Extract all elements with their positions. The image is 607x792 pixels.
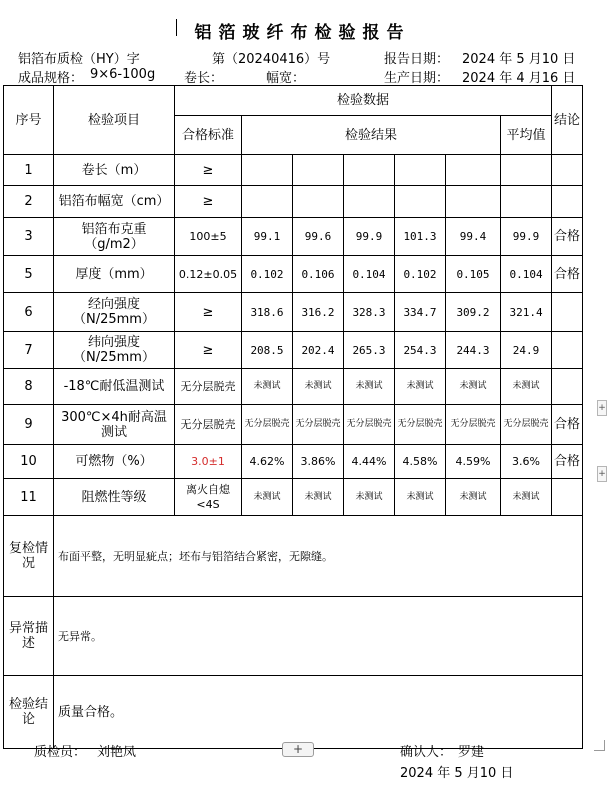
row-standard: ≥ [175,293,242,332]
row-result: 244.3 [446,332,501,369]
header-average: 平均值 [501,116,552,155]
row-item: 阻燃性等级 [54,479,175,516]
row-average: 无分层脱壳 [501,405,552,445]
row-result: 265.3 [344,332,395,369]
row-result: 4.44% [344,445,395,479]
add-row-button[interactable]: + [282,742,314,757]
doc-number: 第（20240416）号 [212,52,331,67]
table-row [4,186,583,218]
row-result: 0.102 [242,256,293,293]
row-no: 3 [4,218,54,256]
row-result [293,155,344,186]
row-standard: 无分层脱壳 [175,405,242,445]
row-standard: ≥ [175,332,242,369]
row-result: 无分层脱壳 [395,405,446,445]
row-result: 未测试 [446,479,501,516]
row-standard: 无分层脱壳 [175,369,242,405]
row-verdict [552,293,583,332]
row-result: 未测试 [344,369,395,405]
row-average: 99.9 [501,218,552,256]
confirmer-name: 罗建 [458,745,485,760]
row-no: 7 [4,332,54,369]
row-item: 纬向强度（N/25mm） [54,332,175,369]
row-result [395,155,446,186]
recheck-label: 复检情况 [4,516,54,597]
row-result: 4.59% [446,445,501,479]
row-verdict [552,332,583,369]
row-item: 经向强度（N/25mm） [54,293,175,332]
row-result: 99.6 [293,218,344,256]
row-no: 5 [4,256,54,293]
row-verdict: 合格 [552,445,583,479]
production-date: 2024 年 4 月16 日 [462,71,576,86]
row-standard: ≥ [175,155,242,186]
row-result [344,155,395,186]
table-row [4,155,583,186]
confirmer-label: 确认人： [400,745,453,760]
row-no: 11 [4,479,54,516]
row-no: 9 [4,405,54,445]
header-item: 检验项目 [54,86,175,155]
row-standard: ≥ [175,186,242,218]
row-result: 334.7 [395,293,446,332]
row-average: 24.9 [501,332,552,369]
row-item: 卷长（m） [54,155,175,186]
row-result: 309.2 [446,293,501,332]
spec-value: 9×6-100g [90,67,156,82]
table-row [4,218,583,256]
width-label: 幅宽： [266,71,306,86]
row-average: 未测试 [501,479,552,516]
table-row [4,405,583,445]
row-verdict [552,155,583,186]
row-item: 厚度（mm） [54,256,175,293]
row-result: 318.6 [242,293,293,332]
row-result: 无分层脱壳 [242,405,293,445]
footer-date: 2024 年 5 月10 日 [400,766,514,781]
row-standard: 3.0±1 [175,445,242,479]
row-result: 0.102 [395,256,446,293]
inspector-name: 刘艳凤 [97,745,137,760]
row-verdict [552,369,583,405]
production-date-label: 生产日期： [384,71,450,86]
recheck-row [4,516,583,597]
header-data-group: 检验数据 [175,86,552,116]
row-no: 10 [4,445,54,479]
row-no: 8 [4,369,54,405]
row-standard: 0.12±0.05 [175,256,242,293]
row-result: 未测试 [395,479,446,516]
row-result: 316.2 [293,293,344,332]
spec-label: 成品规格： [18,71,84,86]
row-standard: 离火自熄<4S [175,479,242,516]
row-result: 无分层脱壳 [446,405,501,445]
add-column-handle-lower[interactable]: + [597,466,607,482]
row-average [501,186,552,218]
row-item: 铝箔布克重（g/m2） [54,218,175,256]
row-no: 2 [4,186,54,218]
row-result: 99.1 [242,218,293,256]
row-average: 3.6% [501,445,552,479]
row-result: 未测试 [242,369,293,405]
row-item: 铝箔布幅宽（cm） [54,186,175,218]
inspector-label: 质检员： [34,745,87,760]
row-result: 0.106 [293,256,344,293]
row-result: 无分层脱壳 [293,405,344,445]
row-result: 0.104 [344,256,395,293]
inspection-text: 质量合格。 [54,676,583,749]
row-standard: 100±5 [175,218,242,256]
add-column-handle[interactable]: + [597,400,607,416]
table-row [4,293,583,332]
row-average [501,155,552,186]
table-row [4,369,583,405]
row-result: 99.4 [446,218,501,256]
row-result [446,186,501,218]
table-row [4,332,583,369]
row-average: 0.104 [501,256,552,293]
row-result [293,186,344,218]
row-no: 1 [4,155,54,186]
inspection-label: 检验结论 [4,676,54,749]
report-title: 铝箔玻纤布检验报告 [194,23,411,43]
row-result: 未测试 [395,369,446,405]
row-result: 99.9 [344,218,395,256]
inspection-table [3,85,583,749]
row-result: 3.86% [293,445,344,479]
row-result [395,186,446,218]
row-verdict: 合格 [552,218,583,256]
roll-length-label: 卷长： [184,71,224,86]
header-conclusion: 结论 [552,86,583,155]
row-result: 101.3 [395,218,446,256]
row-result: 328.3 [344,293,395,332]
row-result [242,155,293,186]
row-item: 可燃物（%） [54,445,175,479]
row-result: 4.58% [395,445,446,479]
header-seq: 序号 [4,86,54,155]
doc-type: 铝箔布质检（HY）字 [18,52,140,67]
row-verdict [552,186,583,218]
row-average: 321.4 [501,293,552,332]
header-results: 检验结果 [242,116,501,155]
row-no: 6 [4,293,54,332]
inspection-row [4,676,583,749]
row-result: 0.105 [446,256,501,293]
row-result: 未测试 [446,369,501,405]
row-verdict: 合格 [552,405,583,445]
abnormal-text: 无异常。 [54,597,583,676]
header-standard: 合格标准 [175,116,242,155]
abnormal-label: 异常描述 [4,597,54,676]
row-result [344,186,395,218]
row-result: 202.4 [293,332,344,369]
row-result: 254.3 [395,332,446,369]
row-result [242,186,293,218]
row-result: 4.62% [242,445,293,479]
table-row [4,256,583,293]
abnormal-row [4,597,583,676]
table-row [4,445,583,479]
row-result: 未测试 [293,479,344,516]
report-date-label: 报告日期： [384,52,450,67]
table-row [4,479,583,516]
row-item: 300℃×4h耐高温测试 [54,405,175,445]
row-result: 未测试 [242,479,293,516]
row-result: 未测试 [344,479,395,516]
row-verdict [552,479,583,516]
row-average: 未测试 [501,369,552,405]
row-item: -18℃耐低温测试 [54,369,175,405]
row-result: 未测试 [293,369,344,405]
recheck-text: 布面平整，无明显疵点；坯布与铝箔结合紧密，无隙缝。 [54,516,583,597]
row-result: 无分层脱壳 [344,405,395,445]
report-date: 2024 年 5 月10 日 [462,52,576,67]
resize-handle[interactable] [594,740,605,751]
row-result [446,155,501,186]
row-result: 208.5 [242,332,293,369]
row-verdict: 合格 [552,256,583,293]
